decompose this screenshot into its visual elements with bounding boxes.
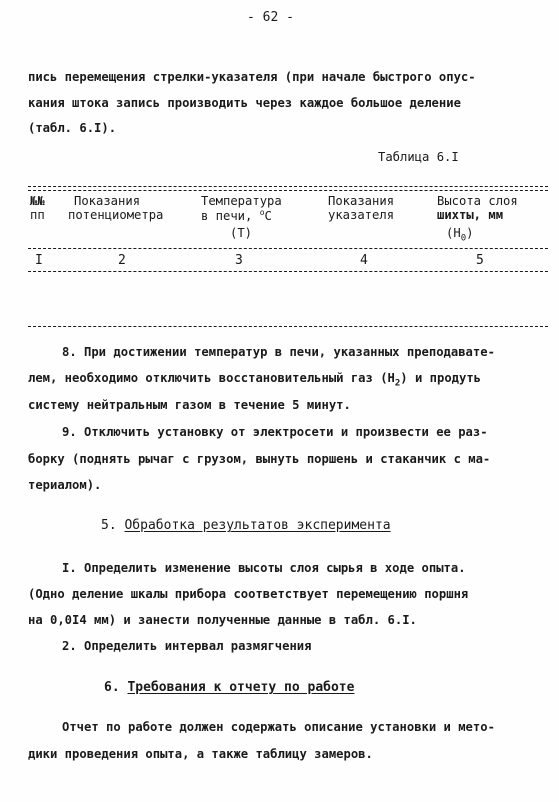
table-number-3: 3 xyxy=(235,253,243,268)
header-col4-line1: Показания xyxy=(328,194,395,208)
header-col2-line2: потенциометра xyxy=(68,208,164,222)
table-number-1: I xyxy=(35,253,43,268)
table-number-4: 4 xyxy=(360,253,368,268)
intro-line-3: (табл. 6.I). xyxy=(28,121,117,135)
section6-line2: дики проведения опыта, а также таблицу замеров. xyxy=(28,747,373,761)
step9-line1: 9. Отключить установку от электросети и произвести ее раз- xyxy=(62,425,488,439)
header-col3-line2: в печи, $^о$С xyxy=(201,208,272,224)
step8-line3: систему нейтральным газом в течение 5 минут. xyxy=(28,398,351,412)
table-numbers-rule xyxy=(28,271,548,272)
section6-line1: Отчет по работе должен содержать описание установки и мето- xyxy=(62,720,495,734)
header-col1-line2: пп xyxy=(30,208,45,222)
step9-line3: териалом). xyxy=(28,478,102,492)
section5-item1-line2: (Одно деление шкалы прибора соответствует перемещению поршня xyxy=(28,587,469,601)
header-col5-line2: шихты, мм xyxy=(437,208,504,222)
table-caption: Таблица 6.I xyxy=(378,150,459,164)
section5-item1-line3: на 0,0I4 мм) и занести полученные данные в табл. 6.I. xyxy=(28,613,417,627)
step8-line2: лем, необходимо отключить восстановительный газ $(H_2)$ и продуть xyxy=(28,371,482,389)
header-col5-line3: $(H_0)$ xyxy=(446,226,474,244)
header-col4-line2: указателя xyxy=(328,208,395,222)
header-col2-line1: Показания xyxy=(74,194,141,208)
section6-heading: 6. Требования к отчету по работе xyxy=(104,680,355,695)
header-col3-line1: Температура xyxy=(201,194,282,208)
section5-item2: 2. Определить интервал размягчения xyxy=(62,639,312,653)
table-number-5: 5 xyxy=(476,253,484,268)
step9-line2: борку (поднять рычаг с грузом, вынуть поршень и стаканчик с ма- xyxy=(28,452,491,466)
table-number-2: 2 xyxy=(118,253,126,268)
intro-line-1: пись перемещения стрелки-указателя (при начале быстрого опус- xyxy=(28,70,476,84)
table-top-rule xyxy=(28,186,548,187)
header-col1-line1: №№ xyxy=(30,194,45,208)
section5-item1-line1: I. Определить изменение высоты слоя сырья в ходе опыта. xyxy=(62,561,466,575)
table-top-rule-2 xyxy=(28,190,548,191)
intro-line-2: кания штока запись производить через каждое большое деление xyxy=(28,96,461,110)
section5-heading: 5. Обработка результатов эксперимента xyxy=(101,518,391,533)
table-bottom-rule xyxy=(28,326,548,327)
page-number: - 62 - xyxy=(247,10,294,25)
step8-line1: 8. При достижении температур в печи, указанных преподавате- xyxy=(62,345,495,359)
table-header-rule xyxy=(28,248,548,249)
header-col3-line3: (T) xyxy=(230,226,253,240)
header-col5-line1: Высота слоя xyxy=(437,194,518,208)
